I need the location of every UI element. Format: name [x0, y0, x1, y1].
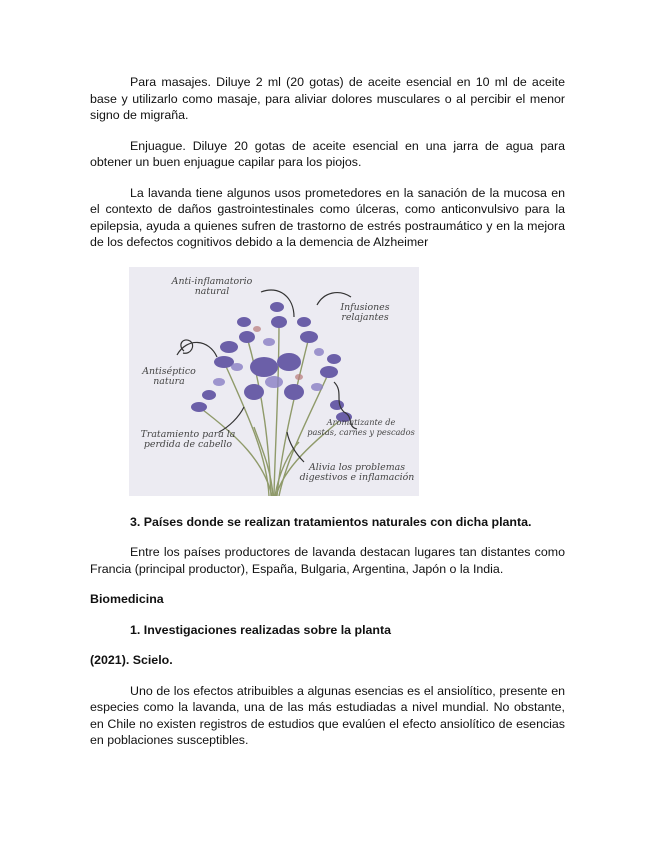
lavender-infographic [129, 267, 419, 496]
investigaciones-heading: 1. Investigaciones realizadas sobre la planta [130, 622, 392, 637]
label-antiseptico: Antiséptico natura [142, 365, 196, 387]
biomedicina-heading: Biomedicina [90, 592, 164, 606]
paragraph-masajes: Para masajes. Diluye 2 ml (20 gotas) de aceite esencial en 10 ml de aceite base y utilizarlo como masaje, para aliviar dolores musculares o al percibir el menor signo de migraña. [90, 75, 565, 122]
document-page [90, 74, 565, 749]
paragraph-lavanda-usos: La lavanda tiene algunos usos prometedores en la sanación de la mucosa en el contexto de daños gastrointestinales como úlceras, como anticonvulsivo para la epilepsia, ayuda a quienes sufren de trastorno de estrés postraumático y en la mejora de los defectos cognitivos debido a la demencia de Alzheimer [90, 185, 565, 249]
section-3-heading: 3. Países donde se realizan tratamientos naturales con dicha planta. [130, 514, 532, 529]
paragraph-ansiolitico: Uno de los efectos atribuibles a algunas esencias es el ansiolítico, presente en especies como la lavanda, una de las más estudiadas a nivel mundial. No obstante, en Chile no existen registros de estudios que evalúen el efecto ansiolítico de esencias en poblaciones susceptibles. [90, 683, 565, 747]
paragraph-paises: Entre los países productores de lavanda destacan lugares tan distantes como Francia (principal productor), España, Bulgaria, Argentina, Japón o la India. [90, 545, 565, 576]
label-aromatizante: Aromatizante de pastas, carnes y pescados [307, 416, 415, 437]
citation: (2021). Scielo. [90, 653, 173, 667]
label-antiinflamatorio: Anti-inflamatorio natural [171, 275, 253, 297]
label-infusiones: Infusiones relajantes [340, 301, 390, 323]
label-alivia: Alivia los problemas digestivos e inflamación [299, 461, 415, 483]
paragraph-enjuague: Enjuague. Diluye 20 gotas de aceite esencial en una jarra de agua para obtener un buen enjuague capilar para los piojos. [90, 138, 565, 169]
label-tratamiento: Tratamiento para la perdida de cabello [140, 428, 236, 450]
